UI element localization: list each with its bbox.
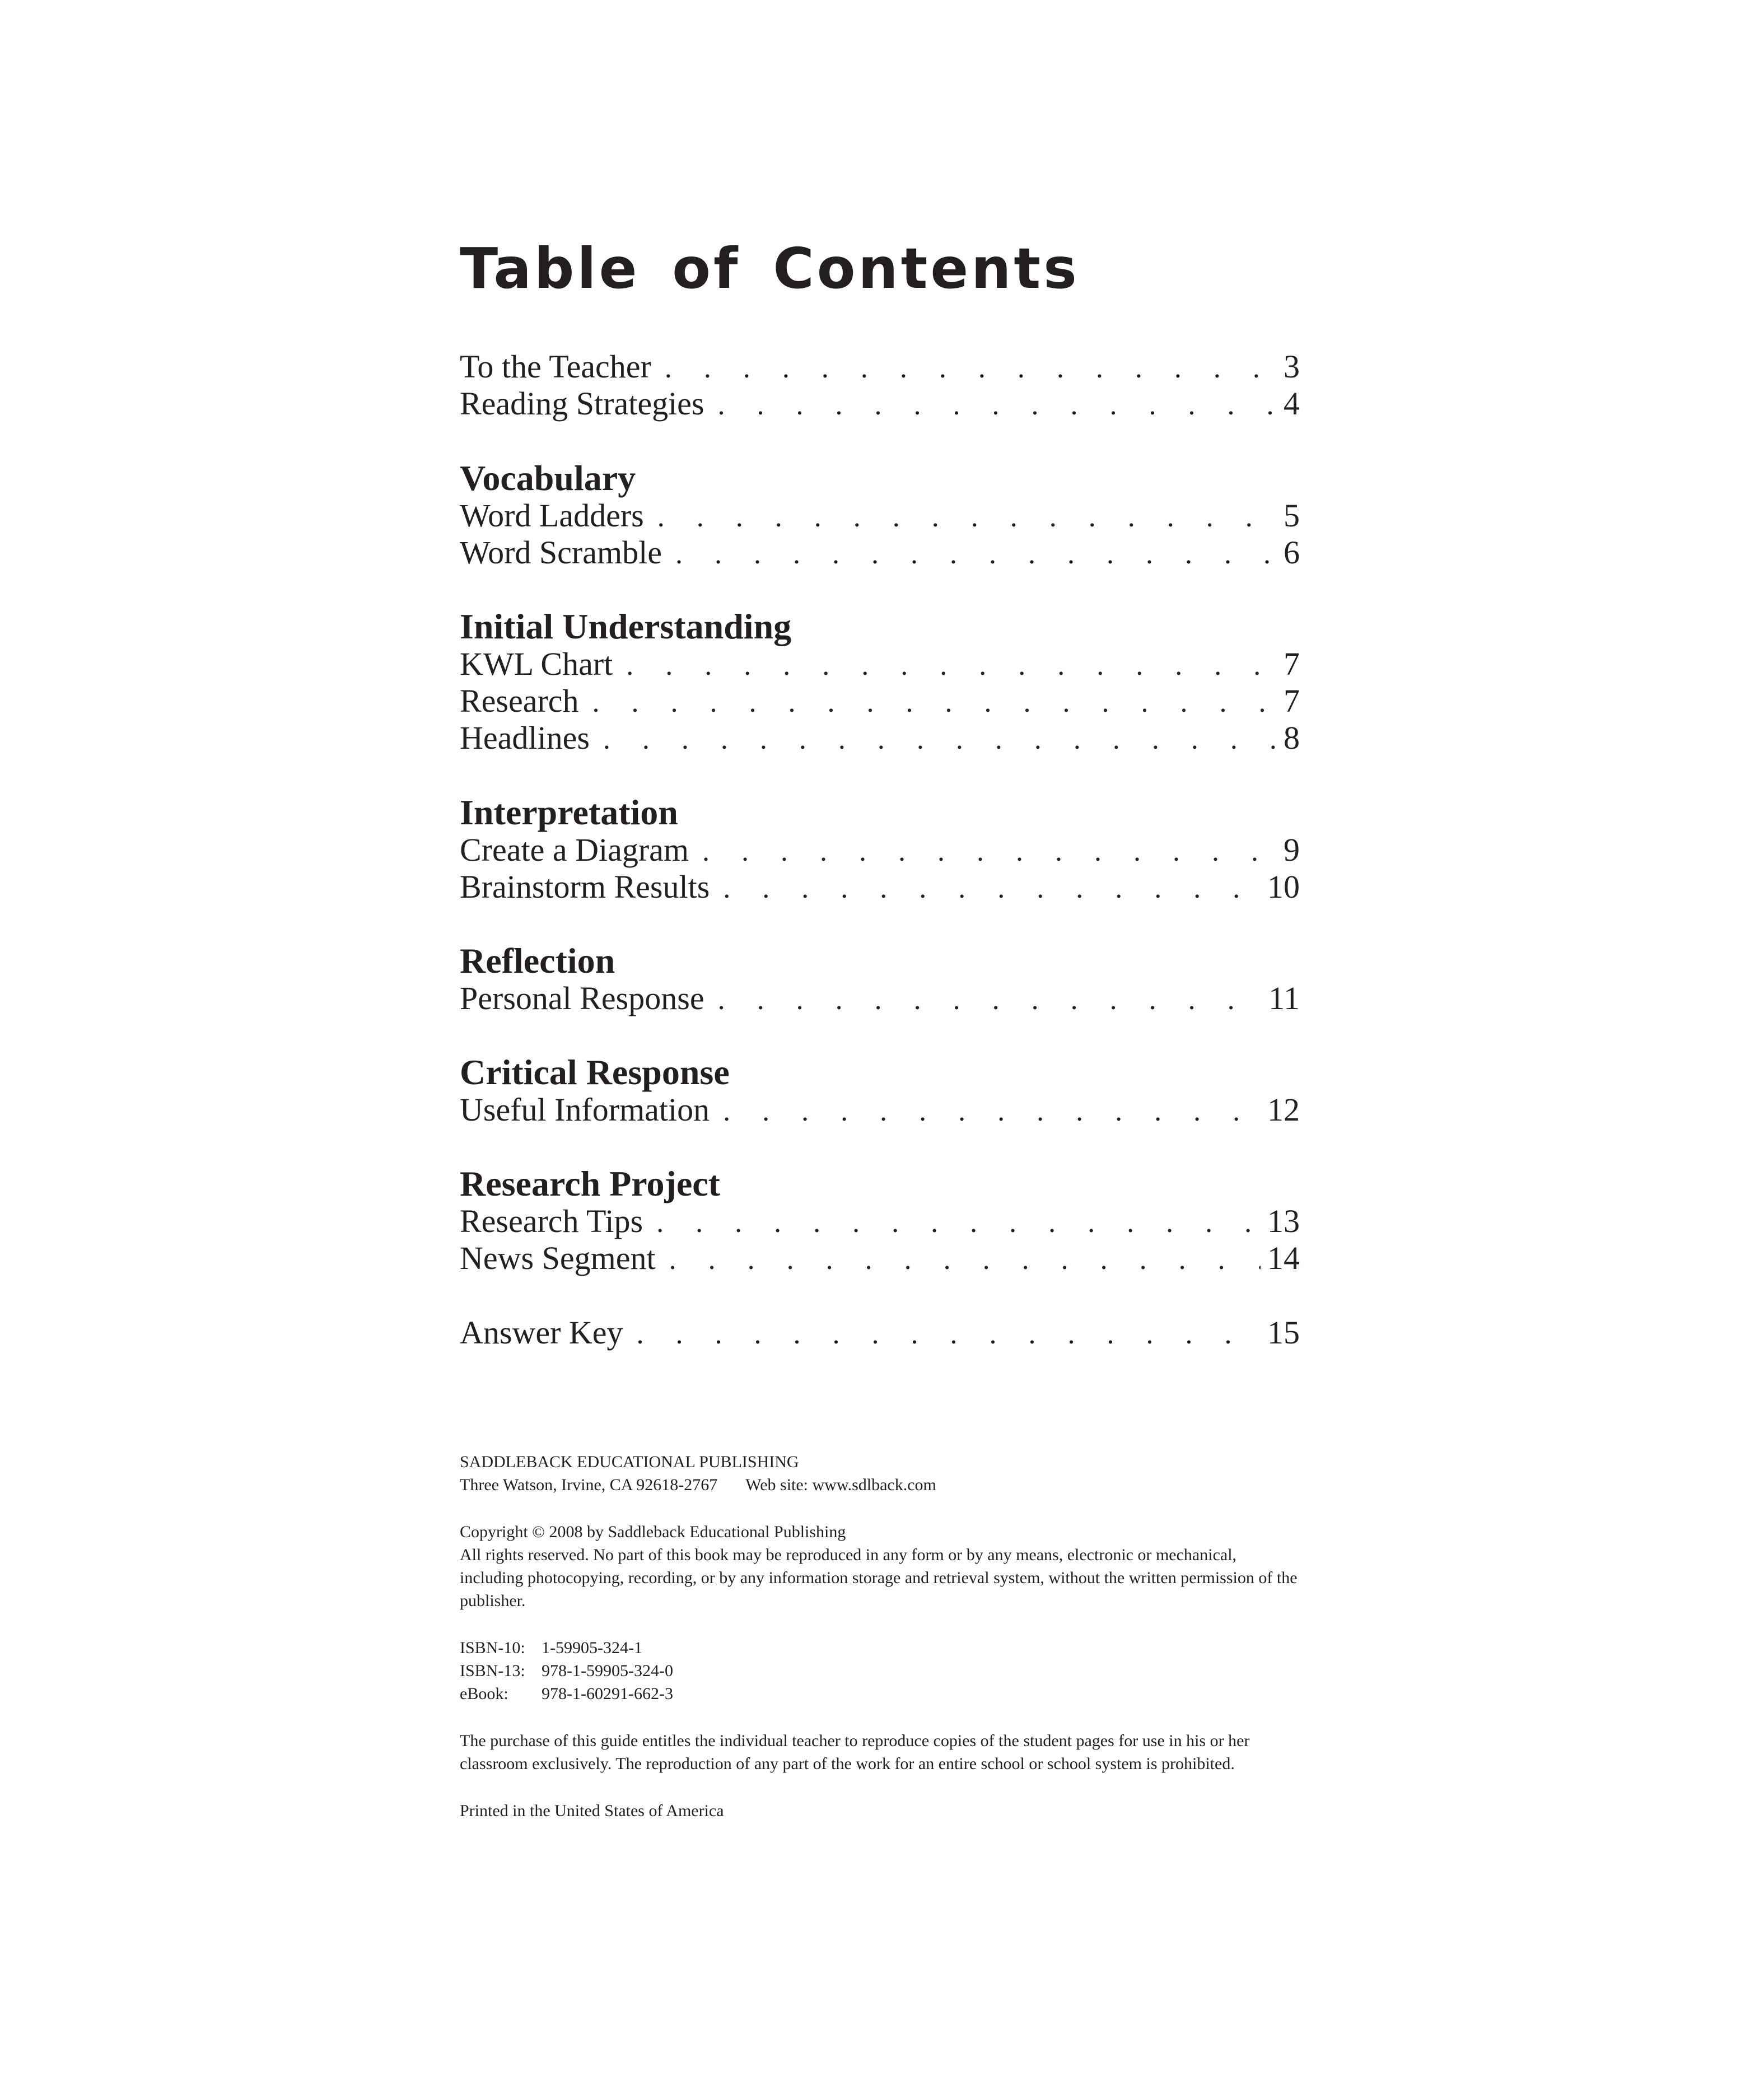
printed-in-line: Printed in the United States of America — [460, 1802, 724, 1820]
dot-leader — [657, 498, 1277, 537]
toc-entry-label: Brainstorm Results — [460, 869, 710, 905]
toc-entry-page: 4 — [1284, 385, 1300, 422]
toc-entry-page: 9 — [1284, 832, 1300, 868]
dot-leader — [637, 1315, 1261, 1354]
toc-entry — [460, 682, 1300, 721]
dot-leader — [675, 535, 1277, 574]
toc-entry-label: Answer Key — [460, 1314, 623, 1351]
toc-entry-label: News Segment — [460, 1240, 656, 1276]
toc-entry — [460, 384, 1300, 423]
toc-entry — [460, 1239, 1300, 1278]
toc-entry-label: Personal Response — [460, 980, 704, 1016]
toc-entry — [460, 867, 1300, 907]
dot-leader — [718, 386, 1277, 425]
toc-entry-page: 14 — [1267, 1240, 1300, 1276]
dot-leader — [592, 683, 1277, 722]
dot-leader — [656, 1203, 1261, 1243]
dot-leader — [723, 869, 1261, 908]
dot-leader — [669, 1240, 1261, 1280]
toc-entry-page: 3 — [1284, 348, 1300, 385]
toc-entry-page: 7 — [1284, 683, 1300, 719]
dot-leader — [603, 720, 1277, 759]
toc-entry — [460, 645, 1300, 684]
toc-entry-label: Research Tips — [460, 1203, 643, 1239]
dot-leader — [702, 832, 1277, 871]
toc-entry — [460, 1202, 1300, 1241]
toc-entry — [460, 533, 1300, 572]
publisher-address-line — [460, 1473, 1300, 1496]
isbn-row — [460, 1659, 1300, 1682]
dot-leader — [665, 349, 1277, 388]
toc-entry-answer-key — [460, 1313, 1300, 1352]
toc-entry-page: 7 — [1284, 646, 1300, 682]
section-heading: Interpretation — [460, 792, 678, 832]
isbn-label: eBook: — [460, 1684, 508, 1703]
isbn-label: ISBN-13: — [460, 1662, 525, 1680]
toc-entry-label: KWL Chart — [460, 646, 613, 682]
purchase-note: The purchase of this guide entitles the individual teacher to reproduce copies of the student pages for use in his or her classroom exclusively. The reproduction of any part of the work for an entire school or school system is prohibited. — [460, 1732, 1250, 1773]
toc-entry — [460, 718, 1300, 758]
publisher-website: Web site: www.sdlback.com — [745, 1476, 936, 1494]
toc-entry-page: 5 — [1284, 497, 1300, 534]
rights-statement: All rights reserved. No part of this book may be reproduced in any form or by any means, electronic or mechanical, including photocopying, recording, or by any information storage and retrieval system, without the written permission of the publisher. — [460, 1546, 1298, 1610]
isbn-label: ISBN-10: — [460, 1639, 525, 1657]
publisher-address: Three Watson, Irvine, CA 92618-2767 — [460, 1476, 718, 1494]
toc-entry-page: 11 — [1268, 980, 1300, 1016]
toc-entry-label: Reading Strategies — [460, 385, 704, 422]
toc-entry-page: 6 — [1284, 534, 1300, 571]
toc-entry-page: 10 — [1267, 869, 1300, 905]
dot-leader — [723, 1092, 1261, 1131]
toc-entry-label: Headlines — [460, 720, 590, 756]
toc-entry — [460, 979, 1300, 1018]
toc-entry-label: Word Scramble — [460, 534, 662, 571]
isbn-row — [460, 1636, 1300, 1659]
isbn-value: 978-1-60291-662-3 — [542, 1684, 673, 1703]
section-heading: Reflection — [460, 941, 615, 981]
section-heading: Critical Response — [460, 1052, 730, 1092]
isbn-value: 978-1-59905-324-0 — [542, 1662, 673, 1680]
section-heading: Vocabulary — [460, 458, 636, 498]
toc-entry-page: 15 — [1267, 1314, 1300, 1351]
toc-entry — [460, 830, 1300, 870]
copyright-line: Copyright © 2008 by Saddleback Educational Publishing — [460, 1523, 846, 1541]
toc-entry-page: 8 — [1284, 720, 1300, 756]
isbn-value: 1-59905-324-1 — [542, 1639, 642, 1657]
section-heading: Initial Understanding — [460, 606, 792, 646]
toc-entry-label: Word Ladders — [460, 497, 644, 534]
toc-entry-label: Useful Information — [460, 1091, 710, 1128]
dot-leader — [626, 646, 1277, 685]
page-title: Table of Contents — [460, 236, 1080, 301]
toc-entry-label: Research — [460, 683, 579, 719]
toc-entry — [460, 496, 1300, 535]
toc-entry-label: Create a Diagram — [460, 832, 689, 868]
dot-leader — [718, 981, 1262, 1020]
imprint-block — [460, 1450, 1300, 1822]
toc-entry — [460, 1090, 1300, 1130]
toc-entry-page: 13 — [1267, 1203, 1300, 1239]
toc-entry — [460, 347, 1300, 386]
toc-entry-label: To the Teacher — [460, 348, 651, 385]
toc-entry-page: 12 — [1267, 1091, 1300, 1128]
publisher-name: SADDLEBACK EDUCATIONAL PUBLISHING — [460, 1453, 799, 1471]
section-heading: Research Project — [460, 1164, 720, 1203]
isbn-row — [460, 1682, 1300, 1705]
